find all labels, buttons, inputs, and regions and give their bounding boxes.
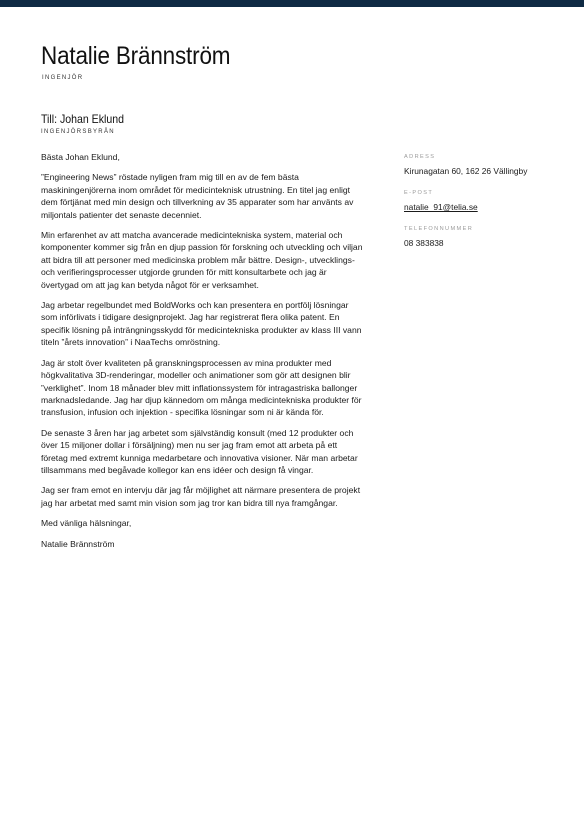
letter-signature: Natalie Brännström	[41, 538, 115, 549]
letter-paragraph-6: Jag ser fram emot en intervju där jag får möjlighet att närmare presentera de projekt jag har arbetat med samt min vision som jag tror kan bidra till nya framgångar.	[41, 485, 361, 508]
address-value: Kirunagatan 60, 162 26 Vällingby	[404, 166, 528, 176]
letter-paragraph-1: ”Engineering News” röstade nyligen fram mig till en av de fem bästa maskiningenjörerna inom området för medicinteknisk utrustning. En titel jag enligt dem förtjänat med min design och tillverkning av 35 apparater som har använts av miljontals patienter det senaste decenniet.	[41, 172, 354, 220]
phone-value: 08 383838	[404, 238, 444, 248]
applicant-name: Natalie Brännström	[41, 42, 231, 70]
email-link[interactable]: natalie_91@telia.se	[404, 202, 478, 212]
letter-paragraph-3: Jag arbetar regelbundet med BoldWorks och kan presentera en portfölj lösningar som införlivats i tidigare designprojekt. Jag har registrerat flera olika patent. En specifik lösning på inträngningsskydd för medicintekniska produkter av klass III vann titeln ”årets innovation” i NaaTechs omröstning.	[41, 300, 362, 348]
recipient-company: INGENJÖRSBYRÅN	[41, 129, 115, 135]
letter-greeting: Bästa Johan Eklund,	[41, 152, 120, 162]
letter-paragraph-4: Jag är stolt över kvaliteten på granskningsprocessen av mina produkter med högkvalitativa 3D-renderingar, modeller och animationer som gör att designen blir ”verklighet”. Inom 18 månader blev mitt inflationssystem för intragastriska ballonger marknadsledande. Jag har djup kännedom om många medicintekniska produkter för transfusion, infusion och injektion - specifika lösningar som ni är kända för.	[41, 357, 362, 418]
letter-closing: Med vänliga hälsningar,	[41, 518, 132, 529]
phone-label: TELEFONNUMMER	[404, 226, 474, 232]
address-label: ADRESS	[404, 154, 436, 160]
letter-paragraph-5: De senaste 3 åren har jag arbetet som självständig konsult (med 12 produkter och över 15 miljoner dollar i försäljning) men nu ser jag fram emot att arbeta på ett företag med extremt kunniga medarbetare och innovativa visioner. När man arbetar tillsammans med begåvade kollegor kan ens idéer och design få vingar.	[41, 427, 358, 475]
recipient-name: Till: Johan Eklund	[41, 112, 124, 126]
email-label: E-POST	[404, 190, 434, 196]
top-accent-bar	[0, 0, 584, 7]
contact-sidebar	[404, 154, 574, 262]
letter-body	[41, 151, 366, 558]
applicant-role: INGENJÖR	[42, 75, 84, 81]
letter-paragraph-2: Min erfarenhet av att matcha avancerade medicintekniska system, material och komponenter kommer sig från en djup passion för forskning och utveckling och viljan att bidra till att personer med medicinska problem mår bättre. Design-, utvecklings- och verifieringsprocesser utgjorde grunden för mitt konsultarbete och jag är övertygad om att jag kan betyda något för er verksamhet.	[41, 230, 363, 290]
